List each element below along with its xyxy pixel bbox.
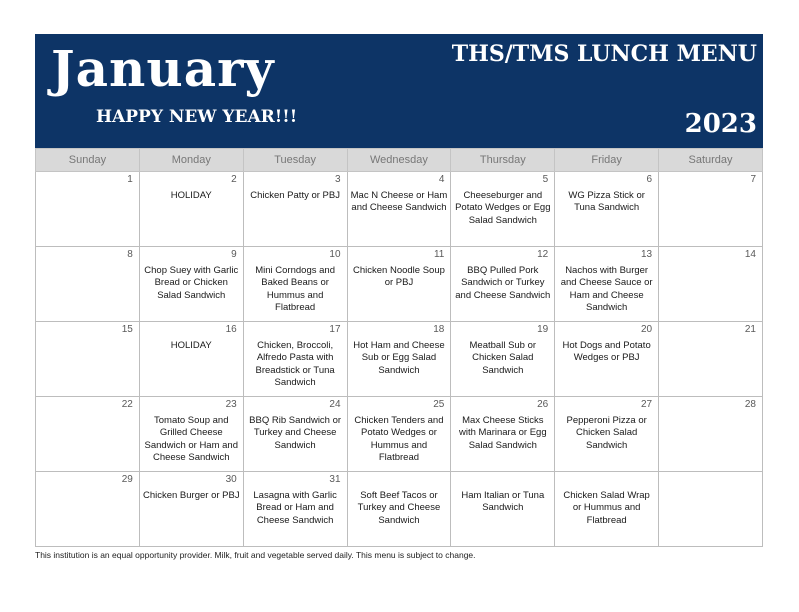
- day-number: 3: [334, 174, 341, 185]
- day-cell: [243, 322, 347, 397]
- day-cell: [659, 397, 763, 472]
- weekday-header: Sunday: [36, 149, 140, 172]
- day-number: 30: [225, 474, 237, 485]
- day-cell: [659, 322, 763, 397]
- day-cell: [451, 322, 555, 397]
- day-number: 23: [225, 399, 237, 410]
- day-number: 15: [121, 324, 133, 335]
- day-number: 12: [537, 249, 549, 260]
- day-cell: [139, 397, 243, 472]
- meal-text: Hot Ham and Cheese Sub or Egg Salad Sandwich: [353, 340, 445, 376]
- day-cell: [243, 397, 347, 472]
- meal-text: Chicken Burger or PBJ: [142, 490, 240, 501]
- day-cell: [243, 472, 347, 547]
- day-cell: [243, 247, 347, 322]
- day-number: 29: [121, 474, 133, 485]
- day-number: 14: [744, 249, 756, 260]
- meal-text: Pepperoni Pizza or Chicken Salad Sandwich: [566, 415, 647, 451]
- day-number: 27: [640, 399, 653, 410]
- weekday-header-row: [36, 149, 763, 172]
- day-cell: [139, 472, 243, 547]
- day-number: 5: [542, 174, 549, 185]
- day-number: 7: [750, 174, 756, 185]
- day-cell: [243, 172, 347, 247]
- week-row: [36, 397, 763, 472]
- year-label: 2023: [684, 109, 757, 139]
- meal-text: Chop Suey with Garlic Bread or Chicken Salad Sandwich: [144, 265, 239, 301]
- day-number: 4: [438, 174, 445, 185]
- day-number: 26: [537, 399, 549, 410]
- calendar-grid: [35, 148, 763, 547]
- day-cell: [451, 472, 555, 547]
- day-cell: [347, 472, 451, 547]
- day-cell: [36, 322, 140, 397]
- day-number: 13: [640, 249, 653, 260]
- meal-text: BBQ Pulled Pork Sandwich or Turkey and Cheese Sandwich: [455, 265, 551, 301]
- meal-text: Hot Dogs and Potato Wedges or PBJ: [562, 340, 651, 364]
- day-cell: [555, 172, 659, 247]
- day-number: 2: [231, 174, 237, 185]
- day-number: 16: [225, 324, 237, 335]
- meal-text: Chicken Tenders and Potato Wedges or Hummus and Flatbread: [354, 415, 444, 464]
- meal-text: Mini Corndogs and Baked Beans or Hummus and Flatbread: [255, 265, 335, 314]
- week-row: [36, 472, 763, 547]
- day-cell: [659, 172, 763, 247]
- week-row: [36, 322, 763, 397]
- day-cell: [555, 247, 659, 322]
- day-cell: [36, 247, 140, 322]
- meal-text: Meatball Sub or Chicken Salad Sandwich: [469, 340, 537, 376]
- day-cell: [139, 322, 243, 397]
- weekday-header: Thursday: [451, 149, 555, 172]
- day-cell: [347, 172, 451, 247]
- menu-title: THS/TMS LUNCH MENU: [451, 41, 757, 67]
- day-number: 22: [121, 399, 133, 410]
- day-cell: [36, 172, 140, 247]
- meal-text: Lasagna with Garlic Bread or Ham and Cheese Sandwich: [253, 490, 337, 526]
- day-number: 11: [433, 249, 445, 260]
- meal-text: HOLIDAY: [170, 190, 212, 201]
- day-cell: [451, 172, 555, 247]
- day-cell: [36, 397, 140, 472]
- day-number: 20: [640, 324, 653, 335]
- meal-text: Cheeseburger and Potato Wedges or Egg Salad Sandwich: [455, 190, 551, 226]
- day-cell: [347, 322, 451, 397]
- day-number: 21: [744, 324, 756, 335]
- day-number: 10: [329, 249, 341, 260]
- day-cell: [36, 472, 140, 547]
- meal-text: BBQ Rib Sandwich or Turkey and Cheese Sandwich: [249, 415, 342, 451]
- day-cell: [659, 247, 763, 322]
- day-number: 28: [744, 399, 756, 410]
- weekday-header: Wednesday: [347, 149, 451, 172]
- meal-text: Nachos with Burger and Cheese Sauce or Ham and Cheese Sandwich: [560, 265, 653, 314]
- day-cell: [555, 322, 659, 397]
- week-row: [36, 247, 763, 322]
- day-number: 1: [127, 174, 133, 185]
- day-cell: [347, 397, 451, 472]
- day-cell: [555, 397, 659, 472]
- day-cell: [451, 247, 555, 322]
- weekday-header: Saturday: [659, 149, 763, 172]
- day-cell: [555, 472, 659, 547]
- weekday-header: Monday: [139, 149, 243, 172]
- day-number: 31: [329, 474, 341, 485]
- meal-text: HOLIDAY: [170, 340, 212, 351]
- day-cell: [347, 247, 451, 322]
- meal-text: Ham Italian or Tuna Sandwich: [461, 490, 545, 514]
- meal-text: Max Cheese Sticks with Marinara or Egg Salad Sandwich: [458, 415, 547, 451]
- footer-note: This institution is an equal opportunity provider. Milk, fruit and vegetable served daily. This menu is subject to change.: [35, 550, 476, 560]
- day-number: 25: [433, 399, 445, 410]
- day-number: 18: [433, 324, 445, 335]
- week-row: [36, 172, 763, 247]
- meal-text: Tomato Soup and Grilled Cheese Sandwich or Ham and Cheese Sandwich: [144, 415, 238, 464]
- day-number: 9: [231, 249, 237, 260]
- greeting-text: HAPPY NEW YEAR!!!: [96, 107, 298, 127]
- meal-text: Chicken Salad Wrap or Hummus and Flatbread: [563, 490, 650, 526]
- meal-text: Soft Beef Tacos or Turkey and Cheese Sandwich: [357, 490, 441, 526]
- day-number: 17: [329, 324, 341, 335]
- day-number: 24: [329, 399, 341, 410]
- day-number: 19: [537, 324, 549, 335]
- day-cell: [139, 172, 243, 247]
- month-title: January: [51, 39, 275, 98]
- day-cell: [451, 397, 555, 472]
- day-number: 6: [646, 174, 653, 185]
- day-cell: [659, 472, 763, 547]
- meal-text: WG Pizza Stick or Tuna Sandwich: [568, 190, 645, 214]
- meal-text: Chicken Noodle Soup or PBJ: [353, 265, 445, 289]
- weekday-header: Friday: [555, 149, 659, 172]
- meal-text: Chicken Patty or PBJ: [250, 190, 340, 201]
- header-banner: [35, 34, 763, 148]
- meal-text: Chicken, Broccoli, Alfredo Pasta with Breadstick or Tuna Sandwich: [255, 340, 335, 389]
- meal-text: Mac N Cheese or Ham and Cheese Sandwich: [350, 190, 448, 214]
- day-number: 8: [127, 249, 133, 260]
- weekday-header: Tuesday: [243, 149, 347, 172]
- day-cell: [139, 247, 243, 322]
